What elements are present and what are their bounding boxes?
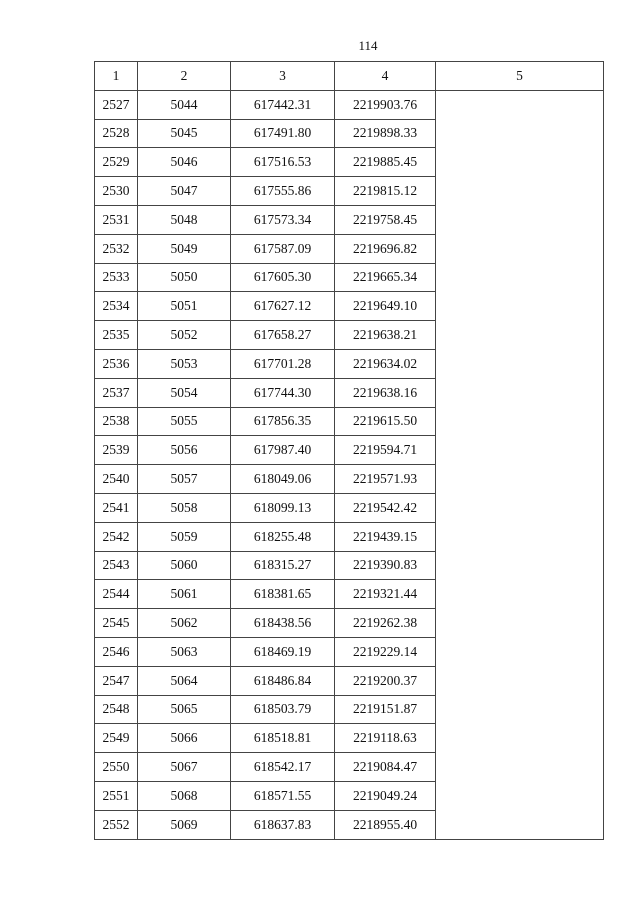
point-number-cell: 5056 — [138, 436, 231, 465]
y-coordinate-cell: 2219634.02 — [335, 349, 436, 378]
x-coordinate-cell: 617627.12 — [231, 292, 335, 321]
y-coordinate-cell: 2219638.21 — [335, 321, 436, 350]
row-number-cell: 2547 — [95, 666, 138, 695]
point-number-cell: 5058 — [138, 493, 231, 522]
y-coordinate-cell: 2219758.45 — [335, 205, 436, 234]
point-number-cell: 5046 — [138, 148, 231, 177]
x-coordinate-cell: 617491.80 — [231, 119, 335, 148]
y-coordinate-cell: 2219118.63 — [335, 724, 436, 753]
point-number-cell: 5067 — [138, 753, 231, 782]
header-cell-1: 1 — [95, 62, 138, 91]
y-coordinate-cell: 2219084.47 — [335, 753, 436, 782]
y-coordinate-cell: 2219815.12 — [335, 177, 436, 206]
row-number-cell: 2546 — [95, 637, 138, 666]
point-number-cell: 5066 — [138, 724, 231, 753]
point-number-cell: 5059 — [138, 522, 231, 551]
x-coordinate-cell: 618637.83 — [231, 810, 335, 839]
y-coordinate-cell: 2219665.34 — [335, 263, 436, 292]
row-number-cell: 2550 — [95, 753, 138, 782]
row-number-cell: 2537 — [95, 378, 138, 407]
page-number: 114 — [358, 38, 378, 53]
x-coordinate-cell: 617701.28 — [231, 349, 335, 378]
y-coordinate-cell: 2219615.50 — [335, 407, 436, 436]
table-body — [95, 90, 604, 839]
x-coordinate-cell: 617605.30 — [231, 263, 335, 292]
x-coordinate-cell: 618438.56 — [231, 609, 335, 638]
row-number-cell: 2548 — [95, 695, 138, 724]
point-number-cell: 5051 — [138, 292, 231, 321]
y-coordinate-cell: 2219229.14 — [335, 637, 436, 666]
y-coordinate-cell: 2219638.16 — [335, 378, 436, 407]
row-number-cell: 2535 — [95, 321, 138, 350]
x-coordinate-cell: 617658.27 — [231, 321, 335, 350]
y-coordinate-cell: 2219696.82 — [335, 234, 436, 263]
y-coordinate-cell: 2219049.24 — [335, 781, 436, 810]
x-coordinate-cell: 618049.06 — [231, 465, 335, 494]
x-coordinate-cell: 618381.65 — [231, 580, 335, 609]
y-coordinate-cell: 2219439.15 — [335, 522, 436, 551]
x-coordinate-cell: 617856.35 — [231, 407, 335, 436]
row-number-cell: 2536 — [95, 349, 138, 378]
x-coordinate-cell: 618503.79 — [231, 695, 335, 724]
point-number-cell: 5068 — [138, 781, 231, 810]
x-coordinate-cell: 618469.19 — [231, 637, 335, 666]
row-number-cell: 2544 — [95, 580, 138, 609]
header-cell-4: 4 — [335, 62, 436, 91]
y-coordinate-cell: 2218955.40 — [335, 810, 436, 839]
row-number-cell: 2532 — [95, 234, 138, 263]
y-coordinate-cell: 2219571.93 — [335, 465, 436, 494]
y-coordinate-cell: 2219885.45 — [335, 148, 436, 177]
point-number-cell: 5047 — [138, 177, 231, 206]
row-number-cell: 2551 — [95, 781, 138, 810]
y-coordinate-cell: 2219390.83 — [335, 551, 436, 580]
point-number-cell: 5057 — [138, 465, 231, 494]
x-coordinate-cell: 618099.13 — [231, 493, 335, 522]
row-number-cell: 2540 — [95, 465, 138, 494]
x-coordinate-cell: 617573.34 — [231, 205, 335, 234]
x-coordinate-cell: 617516.53 — [231, 148, 335, 177]
y-coordinate-cell: 2219649.10 — [335, 292, 436, 321]
x-coordinate-cell: 618486.84 — [231, 666, 335, 695]
y-coordinate-cell: 2219903.76 — [335, 90, 436, 119]
row-number-cell: 2531 — [95, 205, 138, 234]
x-coordinate-cell: 618542.17 — [231, 753, 335, 782]
row-number-cell: 2545 — [95, 609, 138, 638]
point-number-cell: 5055 — [138, 407, 231, 436]
row-number-cell: 2543 — [95, 551, 138, 580]
x-coordinate-cell: 617555.86 — [231, 177, 335, 206]
coordinates-table — [94, 61, 604, 840]
point-number-cell: 5064 — [138, 666, 231, 695]
column-5-blank-cell — [436, 90, 604, 839]
point-number-cell: 5048 — [138, 205, 231, 234]
point-number-cell: 5053 — [138, 349, 231, 378]
table-row — [95, 90, 604, 119]
row-number-cell: 2549 — [95, 724, 138, 753]
y-coordinate-cell: 2219200.37 — [335, 666, 436, 695]
header-cell-5: 5 — [436, 62, 604, 91]
row-number-cell: 2528 — [95, 119, 138, 148]
x-coordinate-cell: 618255.48 — [231, 522, 335, 551]
row-number-cell: 2541 — [95, 493, 138, 522]
y-coordinate-cell: 2219542.42 — [335, 493, 436, 522]
row-number-cell: 2527 — [95, 90, 138, 119]
row-number-cell: 2529 — [95, 148, 138, 177]
point-number-cell: 5065 — [138, 695, 231, 724]
x-coordinate-cell: 617587.09 — [231, 234, 335, 263]
x-coordinate-cell: 617987.40 — [231, 436, 335, 465]
header-row — [95, 62, 604, 91]
row-number-cell: 2533 — [95, 263, 138, 292]
point-number-cell: 5054 — [138, 378, 231, 407]
x-coordinate-cell: 618518.81 — [231, 724, 335, 753]
point-number-cell: 5069 — [138, 810, 231, 839]
y-coordinate-cell: 2219151.87 — [335, 695, 436, 724]
row-number-cell: 2538 — [95, 407, 138, 436]
row-number-cell: 2530 — [95, 177, 138, 206]
row-number-cell: 2539 — [95, 436, 138, 465]
y-coordinate-cell: 2219594.71 — [335, 436, 436, 465]
x-coordinate-cell: 618571.55 — [231, 781, 335, 810]
row-number-cell: 2534 — [95, 292, 138, 321]
y-coordinate-cell: 2219898.33 — [335, 119, 436, 148]
point-number-cell: 5060 — [138, 551, 231, 580]
point-number-cell: 5052 — [138, 321, 231, 350]
point-number-cell: 5050 — [138, 263, 231, 292]
row-number-cell: 2542 — [95, 522, 138, 551]
header-cell-2: 2 — [138, 62, 231, 91]
x-coordinate-cell: 617442.31 — [231, 90, 335, 119]
header-cell-3: 3 — [231, 62, 335, 91]
point-number-cell: 5061 — [138, 580, 231, 609]
x-coordinate-cell: 617744.30 — [231, 378, 335, 407]
table-header — [95, 62, 604, 91]
y-coordinate-cell: 2219262.38 — [335, 609, 436, 638]
row-number-cell: 2552 — [95, 810, 138, 839]
point-number-cell: 5049 — [138, 234, 231, 263]
x-coordinate-cell: 618315.27 — [231, 551, 335, 580]
point-number-cell: 5045 — [138, 119, 231, 148]
point-number-cell: 5062 — [138, 609, 231, 638]
point-number-cell: 5063 — [138, 637, 231, 666]
y-coordinate-cell: 2219321.44 — [335, 580, 436, 609]
point-number-cell: 5044 — [138, 90, 231, 119]
